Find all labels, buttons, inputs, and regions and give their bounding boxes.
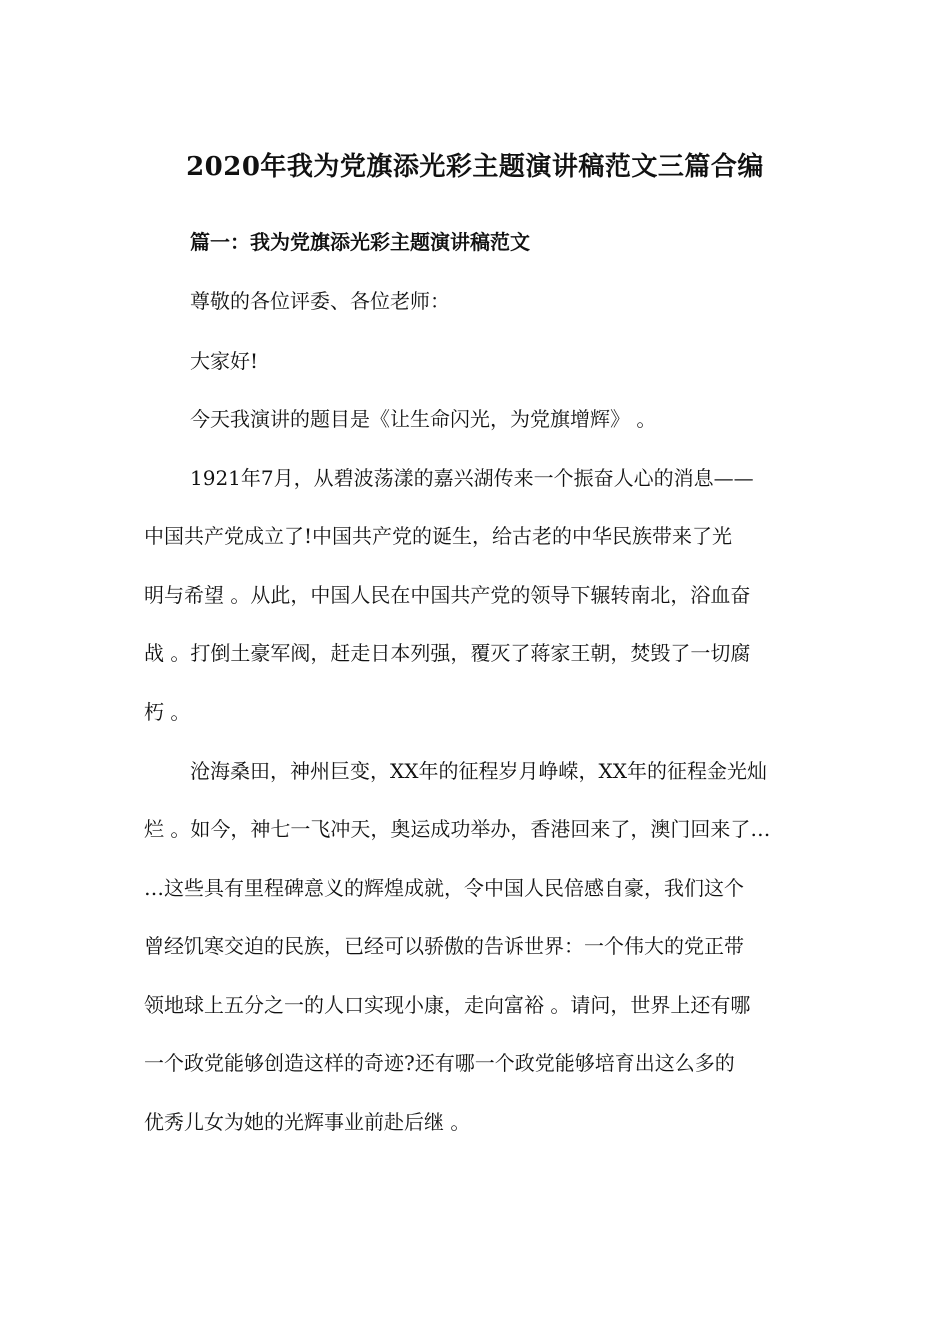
paragraph-line: 战 。打倒土豪军阀，赶走日本列强，覆灭了蒋家王朝，焚毁了一切腐 [144, 641, 751, 665]
topic-line: 今天我演讲的题目是《让生命闪光，为党旗增辉》 。 [190, 407, 657, 431]
paragraph-line: …这些具有里程碑意义的辉煌成就，令中国人民倍感自豪，我们这个 [144, 876, 744, 900]
paragraph-line: 烂 。如今，神七一飞冲天，奥运成功举办，香港回来了，澳门回来了… [144, 817, 771, 841]
salutation-line: 尊敬的各位评委、各位老师： [190, 289, 450, 313]
paragraph-line: 曾经饥寒交迫的民族，已经可以骄傲的告诉世界：一个伟大的党正带 [144, 934, 744, 958]
paragraph-line: 领地球上五分之一的人口实现小康，走向富裕 。请问，世界上还有哪 [144, 993, 751, 1017]
paragraph-line: 沧海桑田，神州巨变，XX年的征程岁月峥嵘，XX年的征程金光灿 [190, 759, 767, 783]
greeting-line: 大家好! [190, 349, 259, 373]
paragraph-line: 朽 。 [144, 700, 191, 724]
paragraph-line: 明与希望 。从此，中国人民在中国共产党的领导下辗转南北，浴血奋 [144, 583, 751, 607]
section-heading: 篇一：我为党旗添光彩主题演讲稿范文 [190, 230, 530, 254]
paragraph-line: 一个政党能够创造这样的奇迹?还有哪一个政党能够培育出这么多的 [144, 1051, 735, 1075]
paragraph-line: 中国共产党成立了!中国共产党的诞生，给古老的中华民族带来了光 [144, 524, 733, 548]
document-title: 2020年我为党旗添光彩主题演讲稿范文三篇合编 [186, 152, 764, 182]
paragraph-line: 优秀儿女为她的光辉事业前赴后继 。 [144, 1110, 471, 1134]
paragraph-line: 1921年7月，从碧波荡漾的嘉兴湖传来一个振奋人心的消息—— [190, 466, 754, 490]
